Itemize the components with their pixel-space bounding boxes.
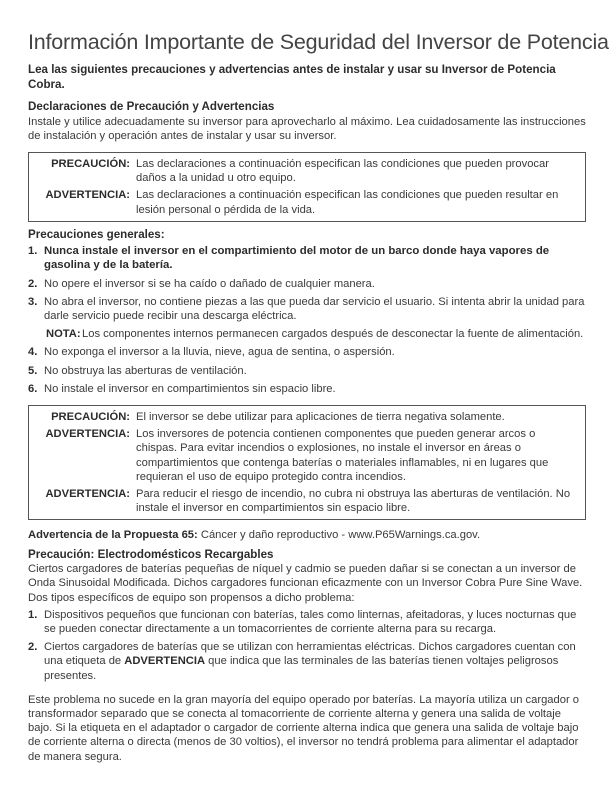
box-label: PRECAUCIÓN: — [51, 157, 130, 170]
list-item — [28, 640, 586, 683]
list-item — [28, 382, 586, 396]
list-number: 2. — [28, 641, 38, 654]
list-item — [28, 277, 586, 291]
list-number: 5. — [28, 364, 38, 377]
box-label: ADVERTENCIA: — [45, 428, 130, 441]
box-label: PRECAUCIÓN: — [51, 411, 130, 424]
appliances-heading: Precaución: Electrodomésticos Recargables — [28, 547, 274, 561]
box-row-advertencia — [34, 427, 579, 484]
box-row-advertencia — [34, 487, 579, 515]
list-number: 1. — [28, 608, 38, 621]
list-text: No instale el inversor en compartimientos sin espacio libre. — [44, 382, 336, 395]
list-text: No abra el inversor, no contiene piezas a las que pueda dar servicio el usuario. Si intenta abrir la unidad para darle servicio puede recibir una descarga eléctrica. — [44, 295, 585, 323]
general-list — [28, 244, 586, 396]
definitions-box — [28, 152, 586, 222]
box-text: El inversor se debe utilizar para aplicaciones de tierra negativa solamente. — [136, 411, 505, 424]
list-text: Nunca instale el inversor en el compartimiento del motor de un barco donde haya vapores de gasolina y de la batería. — [44, 245, 550, 272]
closing-text: Este problema no sucede en la gran mayoría del equipo operado por baterías. La mayoría utiliza un cargador o transformador separado que se conecta al tomacorriente de corriente alterna y genera una salida de voltaje bajo. Si la etiqueta en el adaptador o cargador de corriente alterna indica que genera una salida de voltaje bajo de corriente alterna o directa (menos de 30 voltios), el inversor no tendrá problema para alimentar el adaptador de manera segura. — [28, 693, 580, 763]
list-number: 3. — [28, 295, 38, 308]
list-text-mixed — [44, 640, 586, 683]
box-text: Las declaraciones a continuación especifican las condiciones que pueden resultar en lesión personal o pérdida de la vida. — [136, 189, 559, 216]
prop65-text: Cáncer y daño reproductivo - www.P65Warnings.ca.gov. — [200, 529, 481, 542]
nota-text: Los componentes internos permanecen cargados después de desconectar la fuente de alimentación. — [82, 328, 584, 341]
box-text: Los inversores de potencia contienen componentes que pueden generar arcos o chispas. Para evitar incendios o explosiones, no instale el inversor en áreas o compartimientos que contenga baterías o materiales inflamables, ni en lugares que requieran el uso de equipo protegido contra incendios. — [136, 428, 549, 483]
page-title: Información Importante de Seguridad del Inversor de Potencia — [28, 30, 609, 54]
list-number: 1. — [28, 245, 38, 258]
list-text: No obstruya las aberturas de ventilación. — [44, 364, 247, 377]
list-number: 2. — [28, 277, 38, 290]
box-row-advertencia — [34, 188, 579, 216]
warnings-box — [28, 405, 586, 520]
nota-label: NOTA: — [46, 328, 81, 341]
list-number: 4. — [28, 346, 38, 359]
declarations-heading: Declaraciones de Precaución y Advertencias — [28, 100, 275, 113]
appliances-list — [28, 608, 586, 683]
list-item — [28, 608, 586, 636]
intro-text: Lea las siguientes precauciones y advertencias antes de instalar y usar su Inversor de Potencia Cobra. — [28, 63, 556, 91]
appliances-text: Ciertos cargadores de baterías pequeñas de níquel y cadmio se pueden dañar si se conectan a un inversor de Onda Sinusoidal Modificada. Dichos cargadores funcionan eficazmente con un Inversor Cobra Pure Sine Wave. Dos tipos específicos de equipo son propensos a dicho problema: — [28, 563, 583, 604]
list-text-after: que indica que las terminales de las baterías tienen voltajes peligrosos presentes. — [44, 655, 559, 682]
box-text: Las declaraciones a continuación especifican las condiciones que pueden provocar daños a la unidad u otro equipo. — [136, 157, 549, 185]
box-label: ADVERTENCIA: — [45, 488, 130, 501]
list-item — [28, 345, 586, 359]
list-number: 6. — [28, 382, 38, 395]
box-row-precaucion — [34, 157, 579, 185]
box-text: Para reducir el riesgo de incendio, no cubra ni obstruya las aberturas de ventilación. No instale el inversor en compartimientos sin espacio libre. — [136, 488, 571, 515]
box-row-precaucion — [34, 410, 579, 424]
advertencia-emphasis: ADVERTENCIA — [124, 655, 206, 668]
list-item — [28, 244, 586, 272]
prop65-line — [28, 528, 586, 542]
general-heading: Precauciones generales: — [28, 227, 165, 241]
declarations-text: Instale y utilice adecuadamente su inversor para aprovecharlo al máximo. Lea cuidadosamente las instrucciones de instalación y operación antes de instalar y usar su inversor. — [28, 115, 586, 142]
list-text: No exponga el inversor a la lluvia, nieve, agua de sentina, o aspersión. — [44, 346, 395, 359]
prop65-label: Advertencia de la Propuesta 65: — [28, 529, 198, 542]
nota-note — [46, 327, 586, 341]
list-item — [28, 295, 586, 323]
box-label: ADVERTENCIA: — [45, 189, 130, 202]
list-text: Dispositivos pequeños que funcionan con baterías, tales como linternas, afeitadoras, y luces nocturnas que se pueden conectar directamente a un tomacorrientes de corriente alterna para su recarga. — [44, 608, 577, 635]
list-text-before: Ciertos cargadores de baterías que se utilizan con herramientas eléctricas. Dichos cargadores cuentan con una etiqueta de — [44, 641, 576, 668]
list-item — [28, 364, 586, 378]
list-text: No opere el inversor si se ha caído o dañado de cualquier manera. — [44, 277, 375, 290]
